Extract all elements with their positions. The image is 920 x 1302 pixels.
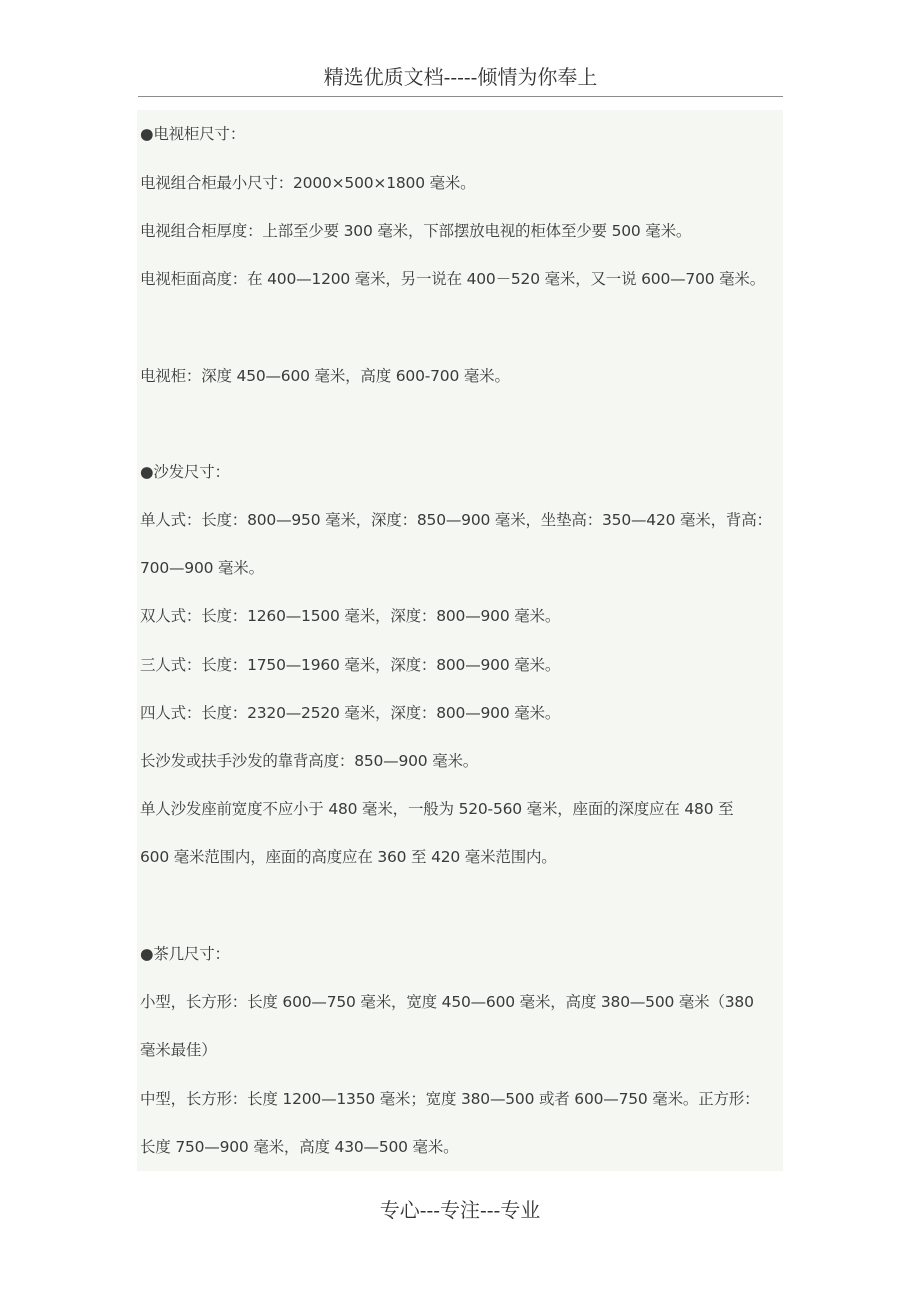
paragraph-line: 中型，长方形：长度 1200—1350 毫米；宽度 380—500 或者 600—750 毫米。正方形： [140,1090,760,1108]
paragraph-line: 单人沙发座前宽度不应小于 480 毫米，一般为 520-560 毫米，座面的深度应在 480 至 [140,800,734,818]
paragraph-line: 电视组合柜厚度：上部至少要 300 毫米，下部摆放电视的柜体至少要 500 毫米。 [140,222,692,240]
paragraph-line: 电视柜：深度 450—600 毫米，高度 600-700 毫米。 [140,367,510,385]
paragraph-line: 小型，长方形：长度 600—750 毫米，宽度 450—600 毫米，高度 380—500 毫米（380 [140,993,754,1011]
paragraph-line: 长沙发或扶手沙发的靠背高度：850—900 毫米。 [140,752,479,770]
footer-text: 专心---专注---专业 [379,1198,541,1222]
paragraph-line: 700—900 毫米。 [140,559,264,577]
header-title: 精选优质文档-----倾情为你奉上 [323,65,598,89]
paragraph-line: 四人式：长度：2320—2520 毫米，深度：800—900 毫米。 [140,704,561,722]
paragraph-line: 电视组合柜最小尺寸：2000×500×1800 毫米。 [140,174,476,192]
section-heading-sofa: ●沙发尺寸： [140,463,230,481]
page-header [138,62,783,97]
paragraph-line: 双人式：长度：1260—1500 毫米，深度：800—900 毫米。 [140,607,561,625]
section-heading-tv-cabinet: ●电视柜尺寸： [140,125,246,143]
paragraph-line: 600 毫米范围内，座面的高度应在 360 至 420 毫米范围内。 [140,848,557,866]
paragraph-line: 长度 750—900 毫米，高度 430—500 毫米。 [140,1138,459,1156]
paragraph-line: 毫米最佳） [140,1041,217,1059]
page-footer [0,1195,920,1225]
paragraph-line: 三人式：长度：1750—1960 毫米，深度：800—900 毫米。 [140,656,561,674]
paragraph-line: 单人式：长度：800—950 毫米，深度：850—900 毫米，坐垫高：350—420 毫米，背高： [140,511,772,529]
section-heading-coffee-table: ●茶几尺寸： [140,945,230,963]
paragraph-line: 电视柜面高度：在 400—1200 毫米，另一说在 400－520 毫米，又一说 600—700 毫米。 [140,270,766,288]
